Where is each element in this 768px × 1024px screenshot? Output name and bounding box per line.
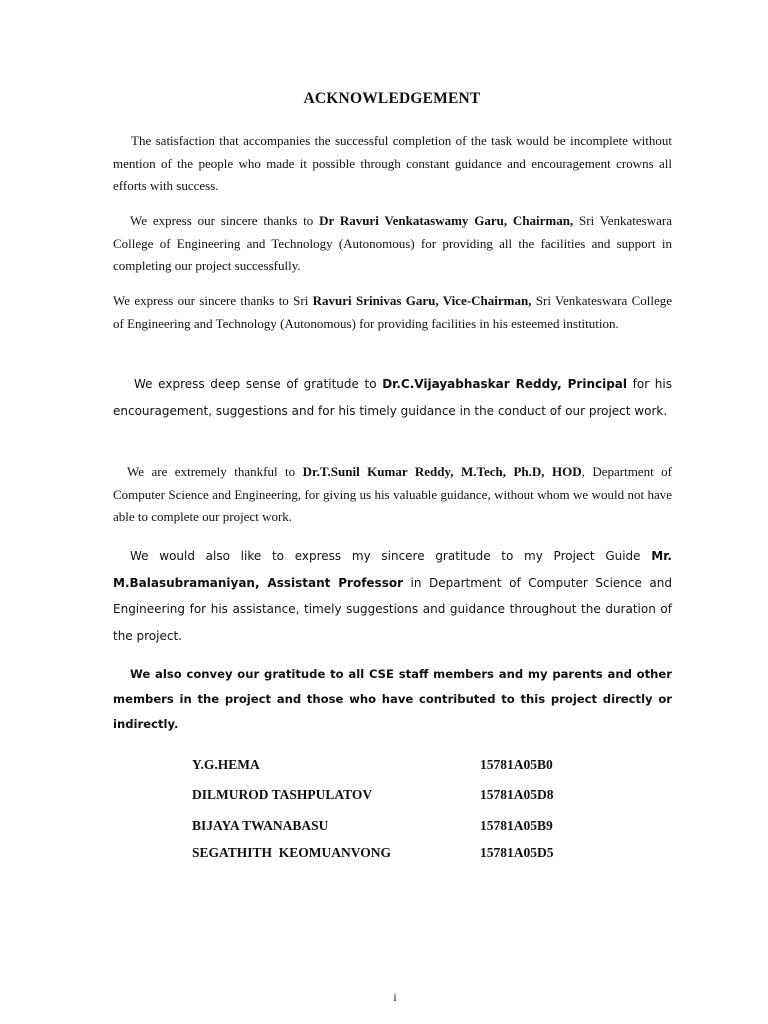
paragraph-principal-before: We express deep sense of gratitude to xyxy=(134,377,383,391)
paragraph-intro xyxy=(113,130,672,198)
paragraph-guide-before: We would also like to express my sincere gratitude to my Project Guide xyxy=(130,549,652,563)
paragraph-guide xyxy=(113,543,672,649)
hod-name: Dr.T.Sunil Kumar Reddy, M.Tech, Ph.D, HOD xyxy=(302,464,582,479)
paragraph-vice-chairman-after: Sri Venkateswara College of Engineering and Technology (Autonomous) for providing facilities in his esteemed institution. xyxy=(113,293,673,331)
paragraph-staff xyxy=(113,662,672,737)
principal-name: Dr.C.Vijayabhaskar Reddy, Principal xyxy=(382,377,628,391)
paragraph-staff-text: We also convey our gratitude to all CSE staff members and my parents and other members in the project and those who have contributed to this project directly or indirectly. xyxy=(113,667,672,731)
signatory-roll: 15781A05B0 xyxy=(480,757,553,772)
page-title: ACKNOWLEDGEMENT xyxy=(303,90,481,107)
signatory-row xyxy=(192,818,592,840)
paragraph-chairman-after: Sri Venkateswara College of Engineering and Technology (Autonomous) for providing all the facilities and support in completing our project successfully. xyxy=(113,213,672,273)
signatory-roll: 15781A05B9 xyxy=(480,818,553,833)
signatory-row xyxy=(192,757,592,779)
page-number: i xyxy=(393,990,397,1004)
paragraph-hod-before: We are extremely thankful to xyxy=(127,464,303,479)
signatory-row xyxy=(192,845,592,867)
chairman-name: Dr Ravuri Venkataswamy Garu, Chairman, xyxy=(319,213,574,228)
paragraph-principal xyxy=(113,371,672,424)
signatory-roll: 15781A05D5 xyxy=(480,845,554,860)
signatory-name: SEGATHITH KEOMUANVONG xyxy=(192,845,391,860)
guide-name: Mr. M.Balasubramaniyan, Assistant Professor xyxy=(113,549,672,590)
signatory-name: BIJAYA TWANABASU xyxy=(192,818,329,833)
paragraph-vice-chairman-before: We express our sincere thanks to Sri xyxy=(113,293,313,308)
signatory-roll: 15781A05D8 xyxy=(480,787,554,802)
paragraph-vice-chairman xyxy=(113,290,672,335)
paragraph-hod xyxy=(113,461,672,529)
paragraph-guide-after: in Department of Computer Science and Engineering for his assistance, timely suggestions and guidance throughout the duration of the project. xyxy=(113,575,672,643)
vice-chairman-name: Ravuri Srinivas Garu, Vice-Chairman, xyxy=(312,293,532,308)
paragraph-chairman-before: We express our sincere thanks to xyxy=(130,213,320,228)
paragraph-principal-after: for his encouragement, suggestions and for his timely guidance in the conduct of our project work. xyxy=(113,377,672,418)
paragraph-chairman xyxy=(113,210,672,278)
paragraph-intro-text: The satisfaction that accompanies the successful completion of the task would be incomplete without mention of the people who made it possible through constant guidance and encouragement crowns all efforts with success. xyxy=(113,133,672,193)
paragraph-hod-after: , Department of Computer Science and Engineering, for giving us his valuable guidance, without whom we would not have able to complete our project work. xyxy=(113,464,672,524)
signatory-name: DILMUROD TASHPULATOV xyxy=(192,787,373,802)
signatory-name: Y.G.HEMA xyxy=(192,757,260,772)
signatory-row xyxy=(192,787,592,809)
